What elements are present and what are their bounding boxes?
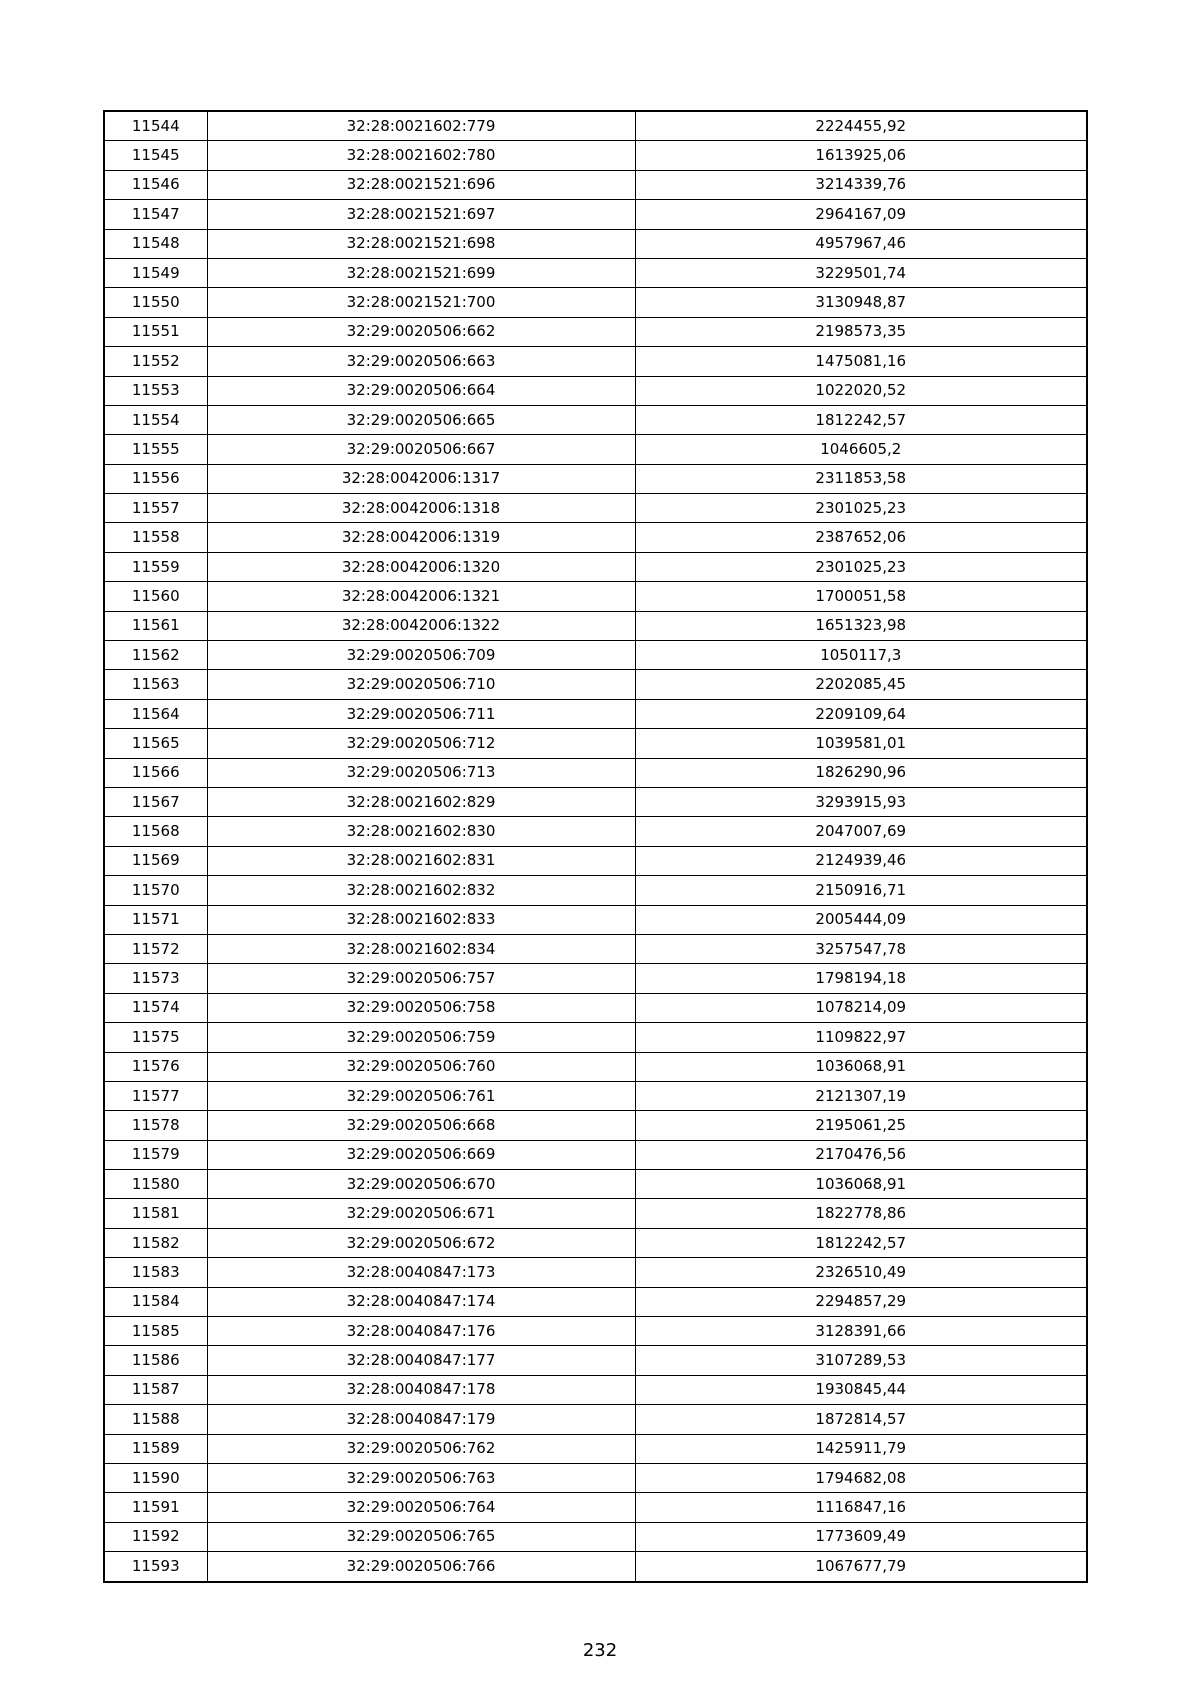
table-row [104,317,1087,346]
row-number-cell: 11588 [104,1405,207,1434]
cadastral-number-cell: 32:29:0020506:669 [207,1140,635,1169]
table-row [104,817,1087,846]
row-number-cell: 11558 [104,523,207,552]
row-number-cell: 11560 [104,582,207,611]
cadastral-number-cell: 32:28:0040847:179 [207,1405,635,1434]
table-row [104,1405,1087,1434]
cadastral-number-cell: 32:29:0020506:667 [207,435,635,464]
row-number-cell: 11582 [104,1228,207,1257]
cadastral-number-cell: 32:29:0020506:764 [207,1493,635,1522]
table-row [104,141,1087,170]
cadastral-number-cell: 32:29:0020506:712 [207,729,635,758]
value-cell: 1475081,16 [635,347,1087,376]
row-number-cell: 11554 [104,405,207,434]
row-number-cell: 11568 [104,817,207,846]
value-cell: 2195061,25 [635,1111,1087,1140]
table-row [104,288,1087,317]
cadastral-number-cell: 32:28:0042006:1320 [207,552,635,581]
value-cell: 2150916,71 [635,876,1087,905]
value-cell: 3214339,76 [635,170,1087,199]
value-cell: 2170476,56 [635,1140,1087,1169]
table-row [104,1228,1087,1257]
cadastral-number-cell: 32:28:0040847:178 [207,1375,635,1404]
value-cell: 2301025,23 [635,494,1087,523]
table-row [104,376,1087,405]
value-cell: 2224455,92 [635,111,1087,141]
row-number-cell: 11545 [104,141,207,170]
value-cell: 1022020,52 [635,376,1087,405]
table-row [104,582,1087,611]
value-cell: 1116847,16 [635,1493,1087,1522]
value-cell: 3229501,74 [635,258,1087,287]
value-cell: 2124939,46 [635,846,1087,875]
table-row [104,670,1087,699]
row-number-cell: 11551 [104,317,207,346]
cadastral-number-cell: 32:28:0021521:699 [207,258,635,287]
table-row [104,1199,1087,1228]
table-row [104,846,1087,875]
cadastral-number-cell: 32:29:0020506:765 [207,1522,635,1551]
cadastral-number-cell: 32:29:0020506:760 [207,1052,635,1081]
row-number-cell: 11566 [104,758,207,787]
table-row [104,1170,1087,1199]
table-row [104,1346,1087,1375]
row-number-cell: 11578 [104,1111,207,1140]
cadastral-number-cell: 32:29:0020506:758 [207,993,635,1022]
value-cell: 3107289,53 [635,1346,1087,1375]
value-cell: 1773609,49 [635,1522,1087,1551]
cadastral-number-cell: 32:28:0021602:832 [207,876,635,905]
row-number-cell: 11561 [104,611,207,640]
value-cell: 1826290,96 [635,758,1087,787]
row-number-cell: 11591 [104,1493,207,1522]
value-cell: 2301025,23 [635,552,1087,581]
value-cell: 3293915,93 [635,787,1087,816]
row-number-cell: 11580 [104,1170,207,1199]
cadastral-number-cell: 32:28:0021521:697 [207,200,635,229]
row-number-cell: 11587 [104,1375,207,1404]
value-cell: 1794682,08 [635,1463,1087,1492]
row-number-cell: 11581 [104,1199,207,1228]
cadastral-number-cell: 32:29:0020506:757 [207,964,635,993]
table-row [104,1258,1087,1287]
table-row [104,641,1087,670]
value-cell: 2198573,35 [635,317,1087,346]
cadastral-number-cell: 32:29:0020506:763 [207,1463,635,1492]
table-row [104,200,1087,229]
value-cell: 1050117,3 [635,641,1087,670]
row-number-cell: 11584 [104,1287,207,1316]
cadastral-number-cell: 32:28:0021521:700 [207,288,635,317]
table-row [104,1434,1087,1463]
row-number-cell: 11556 [104,464,207,493]
value-cell: 1651323,98 [635,611,1087,640]
table-row [104,934,1087,963]
table-row [104,170,1087,199]
table-row [104,111,1087,141]
row-number-cell: 11574 [104,993,207,1022]
table-row [104,1140,1087,1169]
cadastral-number-cell: 32:29:0020506:664 [207,376,635,405]
value-cell: 1046605,2 [635,435,1087,464]
row-number-cell: 11570 [104,876,207,905]
value-cell: 1700051,58 [635,582,1087,611]
row-number-cell: 11548 [104,229,207,258]
value-cell: 2387652,06 [635,523,1087,552]
table-row [104,523,1087,552]
table-row [104,1552,1087,1582]
row-number-cell: 11571 [104,905,207,934]
cadastral-number-cell: 32:29:0020506:709 [207,641,635,670]
table-row [104,464,1087,493]
table-row [104,1081,1087,1110]
value-cell: 2005444,09 [635,905,1087,934]
row-number-cell: 11575 [104,1023,207,1052]
cadastral-number-cell: 32:28:0021602:780 [207,141,635,170]
value-cell: 1067677,79 [635,1552,1087,1582]
table-row [104,1493,1087,1522]
cadastral-number-cell: 32:29:0020506:761 [207,1081,635,1110]
cadastral-number-cell: 32:29:0020506:663 [207,347,635,376]
row-number-cell: 11563 [104,670,207,699]
row-number-cell: 11550 [104,288,207,317]
cadastral-number-cell: 32:28:0040847:176 [207,1317,635,1346]
table-row [104,1111,1087,1140]
row-number-cell: 11569 [104,846,207,875]
table-body [104,111,1087,1582]
cadastral-number-cell: 32:28:0021602:779 [207,111,635,141]
cadastral-number-cell: 32:29:0020506:759 [207,1023,635,1052]
table-row [104,1375,1087,1404]
cadastral-number-cell: 32:29:0020506:762 [207,1434,635,1463]
table-row [104,258,1087,287]
cadastral-number-cell: 32:29:0020506:710 [207,670,635,699]
page-number: 232 [582,1640,618,1661]
row-number-cell: 11557 [104,494,207,523]
value-cell: 2294857,29 [635,1287,1087,1316]
cadastral-number-cell: 32:29:0020506:766 [207,1552,635,1582]
table-row [104,758,1087,787]
value-cell: 2121307,19 [635,1081,1087,1110]
table-row [104,1317,1087,1346]
table-row [104,1522,1087,1551]
table-row [104,611,1087,640]
cadastral-number-cell: 32:29:0020506:713 [207,758,635,787]
value-cell: 2209109,64 [635,699,1087,728]
value-cell: 1109822,97 [635,1023,1087,1052]
row-number-cell: 11544 [104,111,207,141]
value-cell: 1613925,06 [635,141,1087,170]
table-row [104,435,1087,464]
table-row [104,1463,1087,1492]
value-cell: 3128391,66 [635,1317,1087,1346]
row-number-cell: 11555 [104,435,207,464]
value-cell: 3130948,87 [635,288,1087,317]
row-number-cell: 11572 [104,934,207,963]
cadastral-number-cell: 32:28:0021602:831 [207,846,635,875]
cadastral-number-cell: 32:29:0020506:670 [207,1170,635,1199]
table-row [104,993,1087,1022]
cadastral-number-cell: 32:28:0040847:174 [207,1287,635,1316]
cadastral-number-cell: 32:29:0020506:671 [207,1199,635,1228]
value-cell: 1812242,57 [635,405,1087,434]
cadastral-number-cell: 32:29:0020506:665 [207,405,635,434]
cadastral-number-cell: 32:28:0040847:177 [207,1346,635,1375]
table-row [104,1287,1087,1316]
cadastral-number-cell: 32:29:0020506:662 [207,317,635,346]
table-row [104,405,1087,434]
row-number-cell: 11567 [104,787,207,816]
row-number-cell: 11546 [104,170,207,199]
value-cell: 1425911,79 [635,1434,1087,1463]
value-cell: 1036068,91 [635,1170,1087,1199]
cadastral-number-cell: 32:28:0042006:1317 [207,464,635,493]
cadastral-number-cell: 32:28:0021602:830 [207,817,635,846]
value-cell: 1039581,01 [635,729,1087,758]
row-number-cell: 11593 [104,1552,207,1582]
table-row [104,699,1087,728]
value-cell: 2964167,09 [635,200,1087,229]
value-cell: 2047007,69 [635,817,1087,846]
row-number-cell: 11564 [104,699,207,728]
table-row [104,729,1087,758]
table-row [104,905,1087,934]
row-number-cell: 11583 [104,1258,207,1287]
row-number-cell: 11547 [104,200,207,229]
value-cell: 1812242,57 [635,1228,1087,1257]
row-number-cell: 11576 [104,1052,207,1081]
cadastral-number-cell: 32:28:0042006:1318 [207,494,635,523]
row-number-cell: 11579 [104,1140,207,1169]
row-number-cell: 11552 [104,347,207,376]
cadastral-number-cell: 32:28:0042006:1319 [207,523,635,552]
cadastral-number-cell: 32:29:0020506:668 [207,1111,635,1140]
value-cell: 3257547,78 [635,934,1087,963]
table-row [104,494,1087,523]
row-number-cell: 11573 [104,964,207,993]
row-number-cell: 11565 [104,729,207,758]
table-row [104,552,1087,581]
cadastral-number-cell: 32:28:0021602:834 [207,934,635,963]
cadastral-number-cell: 32:29:0020506:672 [207,1228,635,1257]
row-number-cell: 11559 [104,552,207,581]
table-row [104,787,1087,816]
value-cell: 2202085,45 [635,670,1087,699]
row-number-cell: 11562 [104,641,207,670]
value-cell: 2311853,58 [635,464,1087,493]
value-cell: 1930845,44 [635,1375,1087,1404]
value-cell: 1036068,91 [635,1052,1087,1081]
cadastral-number-cell: 32:28:0021602:833 [207,905,635,934]
table-row [104,1023,1087,1052]
table-row [104,347,1087,376]
table-row [104,229,1087,258]
cadastral-number-cell: 32:28:0042006:1321 [207,582,635,611]
cadastral-number-cell: 32:28:0042006:1322 [207,611,635,640]
row-number-cell: 11549 [104,258,207,287]
cadastral-number-cell: 32:29:0020506:711 [207,699,635,728]
table-row [104,876,1087,905]
value-cell: 1872814,57 [635,1405,1087,1434]
row-number-cell: 11590 [104,1463,207,1492]
value-cell: 4957967,46 [635,229,1087,258]
row-number-cell: 11553 [104,376,207,405]
cadastral-number-cell: 32:28:0040847:173 [207,1258,635,1287]
table-row [104,964,1087,993]
value-cell: 2326510,49 [635,1258,1087,1287]
row-number-cell: 11592 [104,1522,207,1551]
value-cell: 1822778,86 [635,1199,1087,1228]
value-cell: 1078214,09 [635,993,1087,1022]
row-number-cell: 11577 [104,1081,207,1110]
cadastral-number-cell: 32:28:0021602:829 [207,787,635,816]
cadastral-number-cell: 32:28:0021521:696 [207,170,635,199]
row-number-cell: 11589 [104,1434,207,1463]
cadastral-value-table [103,110,1088,1583]
value-cell: 1798194,18 [635,964,1087,993]
table-row [104,1052,1087,1081]
row-number-cell: 11586 [104,1346,207,1375]
cadastral-number-cell: 32:28:0021521:698 [207,229,635,258]
row-number-cell: 11585 [104,1317,207,1346]
